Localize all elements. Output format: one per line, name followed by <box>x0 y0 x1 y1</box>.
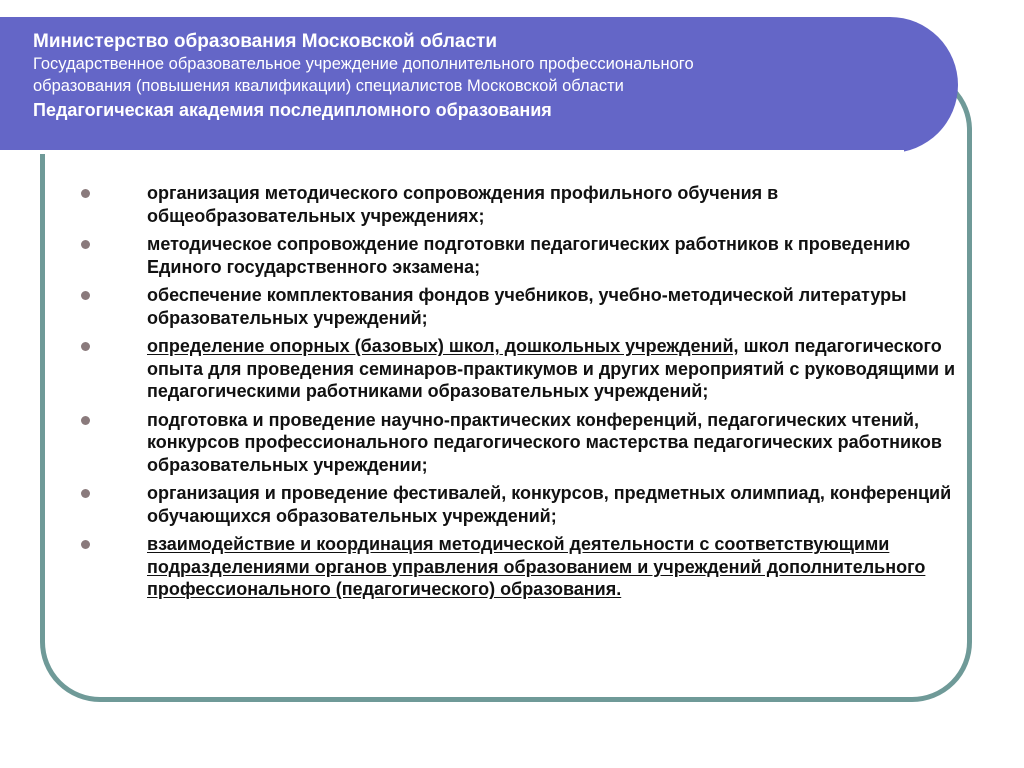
list-item-text: методическое сопровождение подготовки педагогических работников к проведению Единого государственного экзамена; <box>147 234 911 277</box>
list-item-underlined-text: взаимодействие и координация методической деятельности с соответствующими подразделениями органов управления образованием и учреждений дополнительного профессионального (педагогического) образования. <box>147 534 926 599</box>
activities-list <box>76 182 956 607</box>
list-item <box>76 182 956 227</box>
bullet-icon <box>81 291 90 300</box>
bullet-icon <box>81 342 90 351</box>
institution-line-2: образования (повышения квалификации) специалистов Московской области <box>33 76 624 95</box>
list-item-text: подготовка и проведение научно-практических конференций, педагогических чтений, конкурсов профессионального педагогического мастерства педагогических работников образовательных учреждении; <box>147 409 942 475</box>
list-item-underlined-text: определение опорных (базовых) школ, дошкольных учреждений, <box>147 336 739 356</box>
list-item <box>76 335 956 403</box>
list-item-text: обеспечение комплектования фондов учебников, учебно-методической литературы образовательных учреждений; <box>147 285 907 328</box>
list-item-text: организация методического сопровождения профильного обучения в общеобразовательных учреждениях; <box>147 183 779 226</box>
list-item <box>76 482 956 527</box>
list-item <box>76 409 956 477</box>
header-banner <box>0 17 958 153</box>
list-item <box>76 284 956 329</box>
bullet-icon <box>81 540 90 549</box>
academy-title: Педагогическая академия последипломного образования <box>33 100 552 120</box>
list-item-text <box>147 533 956 601</box>
list-item-text <box>147 335 956 403</box>
bullet-icon <box>81 416 90 425</box>
list-item-rest-text: школ педагогического опыта для проведения семинаров-практикумов и других мероприятий с руководящими и педагогическими работниками образовательных учреждений; <box>147 336 956 401</box>
bullet-icon <box>81 240 90 249</box>
list-item <box>76 233 956 278</box>
bullet-icon <box>81 189 90 198</box>
ministry-title: Министерство образования Московской области <box>33 31 498 52</box>
header-divider <box>0 150 904 154</box>
list-item-text: организация и проведение фестивалей, конкурсов, предметных олимпиад, конференций обучающихся образовательных учреждений; <box>147 483 952 526</box>
institution-line-1: Государственное образовательное учреждение дополнительного профессионального <box>33 55 694 73</box>
list-item <box>76 533 956 601</box>
bullet-icon <box>81 489 90 498</box>
